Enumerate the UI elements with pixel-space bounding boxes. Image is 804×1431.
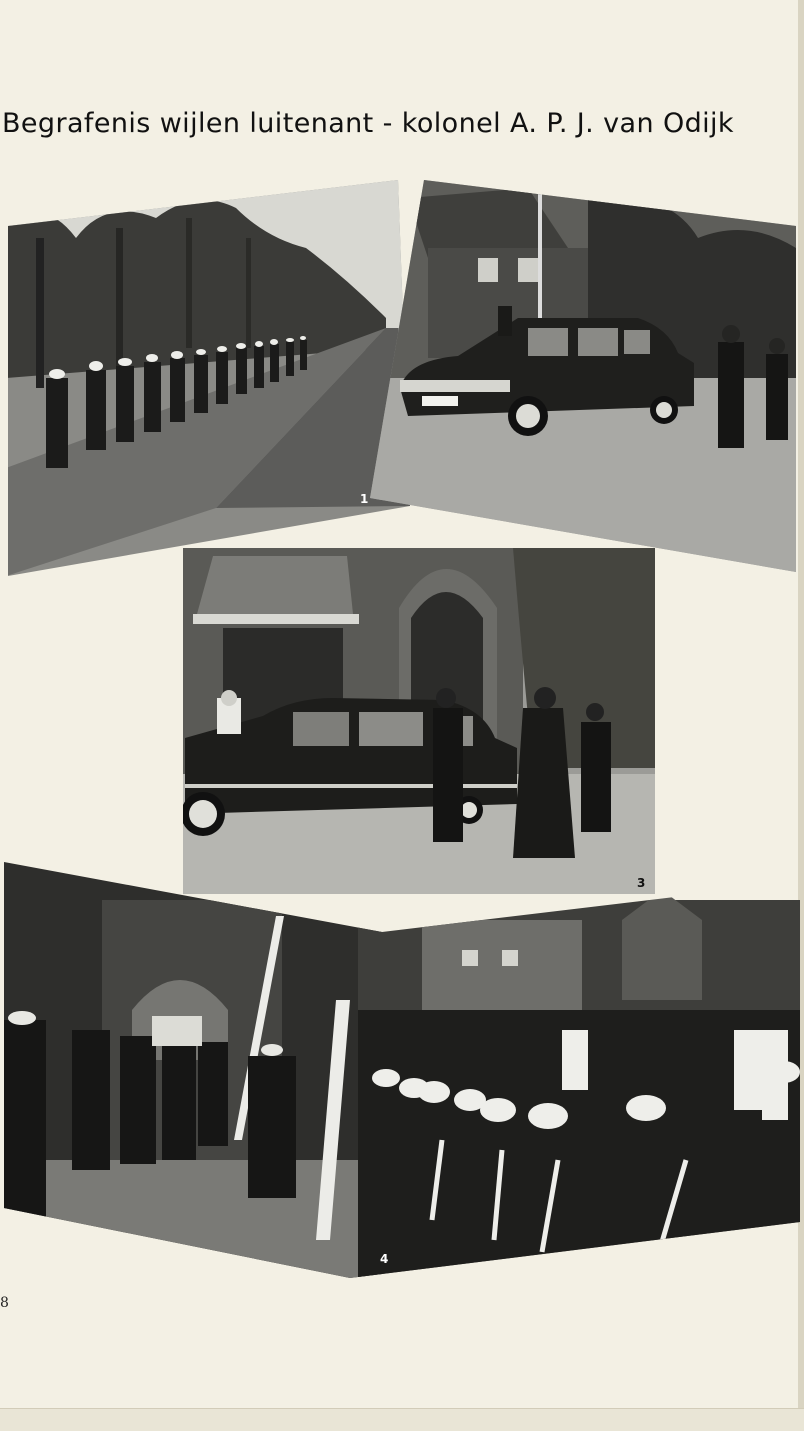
- photo-1: [6, 178, 414, 578]
- photo-4: [2, 860, 802, 1280]
- photo-3: [183, 548, 655, 894]
- page-number: 8: [0, 1295, 9, 1311]
- photo-number: 3: [637, 876, 646, 890]
- photo-number: 1: [360, 492, 369, 506]
- page-bottom-strip: [0, 1408, 804, 1431]
- page-title: Begrafenis wijlen luitenant - kolonel A. P. J. van Odijk: [2, 108, 734, 139]
- photo-number: 4: [380, 1252, 389, 1266]
- photo-2: [368, 178, 798, 574]
